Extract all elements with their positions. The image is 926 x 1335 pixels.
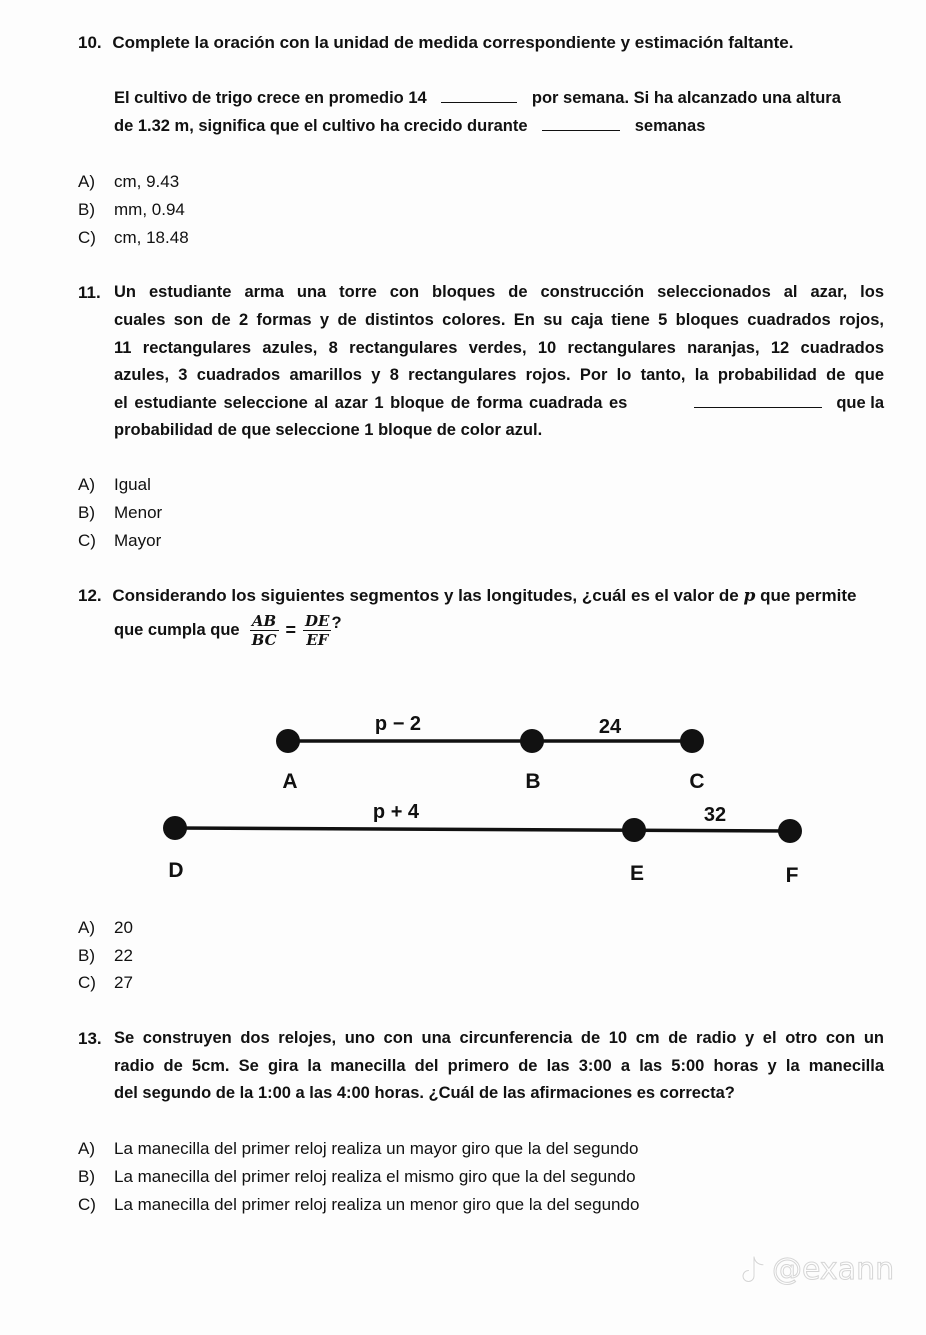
option-text: 20 xyxy=(114,918,133,937)
option-letter: A) xyxy=(78,918,95,937)
option-text: Menor xyxy=(114,503,163,522)
label-p-minus-2: p − 2 xyxy=(374,713,422,735)
q13-line-2: radio de 5cm. Se gira la manecilla del primero de las 3:00 a las 5:00 horas y la manecilla xyxy=(114,1057,884,1075)
option-text: Mayor xyxy=(114,531,162,550)
option-text: La manecilla del primer reloj realiza el mismo giro que la del segundo xyxy=(114,1167,636,1186)
label-p-plus-4: p + 4 xyxy=(372,801,420,823)
option-letter: B) xyxy=(78,200,95,219)
q13-line-1: Se construyen dos relojes, uno con una circunferencia de 10 cm de radio y el otro con un xyxy=(114,1029,884,1047)
label-32: 32 xyxy=(703,804,727,826)
fraction-numerator: DE xyxy=(305,612,330,630)
option-text: La manecilla del primer reloj realiza un mayor giro que la del segundo xyxy=(114,1139,639,1158)
q12-line1-a: Considerando los siguientes segmentos y las longitudes, ¿cuál es el valor de xyxy=(112,586,739,605)
q10-option-c[interactable] xyxy=(78,228,189,248)
q12-var-p: p xyxy=(743,586,756,606)
label-24: 24 xyxy=(598,716,622,738)
point-a-label: A xyxy=(282,770,298,793)
point-a-dot xyxy=(276,729,300,753)
q13-number: 13. xyxy=(78,1029,102,1048)
option-text: Igual xyxy=(114,475,151,494)
q11-option-b[interactable] xyxy=(78,503,162,523)
q11-line5-b: que la xyxy=(836,394,884,412)
q12-line2-a: que cumpla que xyxy=(114,621,240,639)
point-d-label: D xyxy=(168,859,184,882)
option-letter: B) xyxy=(78,1167,95,1186)
q10-line1-a: El cultivo de trigo crece en promedio 14 xyxy=(114,89,427,107)
q13-option-c[interactable] xyxy=(78,1195,639,1215)
option-text: 27 xyxy=(114,973,133,992)
q11-line-6: probabilidad de que seleccione 1 bloque de color azul. xyxy=(114,421,543,439)
option-letter: C) xyxy=(78,531,96,550)
q11-line-5 xyxy=(114,394,884,413)
q13-option-a[interactable] xyxy=(78,1139,638,1159)
q13-option-b[interactable] xyxy=(78,1167,636,1187)
q12-option-b[interactable] xyxy=(78,946,133,966)
tiktok-icon xyxy=(738,1254,768,1286)
q11-number: 11. xyxy=(78,283,101,302)
fraction-numerator: AB xyxy=(251,612,277,630)
q11-line-4: azules, 3 cuadrados amarillos y 8 rectangulares rojos. Por lo tanto, la probabilidad de que xyxy=(114,366,884,384)
q11-option-a[interactable] xyxy=(78,475,151,495)
option-letter: A) xyxy=(78,172,95,191)
q10-statement-line2 xyxy=(114,117,705,136)
q13-line-3: del segundo de la 1:00 a las 4:00 horas. ¿Cuál de las afirmaciones es correcta? xyxy=(114,1084,735,1102)
fraction-de-ef xyxy=(303,612,331,649)
q11-line-1: Un estudiante arma una torre con bloques de construcción seleccionados al azar, los xyxy=(114,283,884,301)
q12-option-c[interactable] xyxy=(78,973,133,993)
q11-line-3: 11 rectangulares azules, 8 rectangulares verdes, 10 rectangulares naranjas, 12 cuadrados xyxy=(114,339,884,357)
option-letter: A) xyxy=(78,1139,95,1158)
point-f-label: F xyxy=(785,864,799,887)
segment-df xyxy=(175,828,790,831)
option-text: La manecilla del primer reloj realiza un menor giro que la del segundo xyxy=(114,1195,640,1214)
equals-sign: = xyxy=(285,620,297,640)
point-e-dot xyxy=(622,818,646,842)
q12-line1-b: que permite xyxy=(760,586,857,605)
q12-option-a[interactable] xyxy=(78,918,133,938)
q12-number: 12. xyxy=(78,586,102,605)
q10-line1-b: por semana. Si ha alcanzado una altura xyxy=(531,89,841,107)
option-letter: C) xyxy=(78,973,96,992)
q10-blank-2[interactable] xyxy=(542,118,620,131)
q10-line2-a: de 1.32 m, significa que el cultivo ha crecido durante xyxy=(114,117,528,135)
option-letter: C) xyxy=(78,1195,96,1214)
q10-title-text: Complete la oración con la unidad de medida correspondiente y estimación faltante. xyxy=(112,33,794,52)
watermark-text: @exann xyxy=(772,1252,895,1287)
q12-line-2 xyxy=(114,612,342,649)
option-letter: B) xyxy=(78,503,95,522)
point-b-label: B xyxy=(525,770,541,793)
q10-option-b[interactable] xyxy=(78,200,185,220)
option-text: cm, 18.48 xyxy=(114,228,189,247)
point-c-dot xyxy=(680,729,704,753)
fraction-denominator: EF xyxy=(303,630,331,649)
q10-line2-b: semanas xyxy=(634,117,706,135)
point-b-dot xyxy=(520,729,544,753)
q10-statement-line1 xyxy=(114,89,841,108)
option-text: mm, 0.94 xyxy=(114,200,185,219)
segments-diagram xyxy=(0,690,926,900)
option-letter: B) xyxy=(78,946,95,965)
point-f-dot xyxy=(778,819,802,843)
q10-blank-1[interactable] xyxy=(441,90,517,103)
q11-option-c[interactable] xyxy=(78,531,161,551)
watermark xyxy=(738,1252,894,1287)
q10-number: 10. xyxy=(78,33,102,52)
q12-line-1 xyxy=(78,586,856,606)
point-e-label: E xyxy=(629,862,645,885)
option-letter: C) xyxy=(78,228,96,247)
q10-option-a[interactable] xyxy=(78,172,179,192)
q10-title xyxy=(78,33,793,53)
fraction-denominator: BC xyxy=(251,631,277,649)
q11-line-2: cuales son de 2 formas y de distintos colores. En su caja tiene 5 bloques cuadrados rojos, xyxy=(114,311,884,329)
q11-line5-a: el estudiante seleccione al azar 1 bloque de forma cuadrada es xyxy=(114,394,628,412)
option-letter: A) xyxy=(78,475,95,494)
fraction-ab-bc xyxy=(250,612,279,649)
option-text: 22 xyxy=(114,946,133,965)
option-text: cm, 9.43 xyxy=(114,172,180,191)
question-mark: ? xyxy=(331,614,342,632)
point-d-dot xyxy=(163,816,187,840)
q11-blank[interactable] xyxy=(694,395,822,408)
point-c-label: C xyxy=(689,770,705,793)
